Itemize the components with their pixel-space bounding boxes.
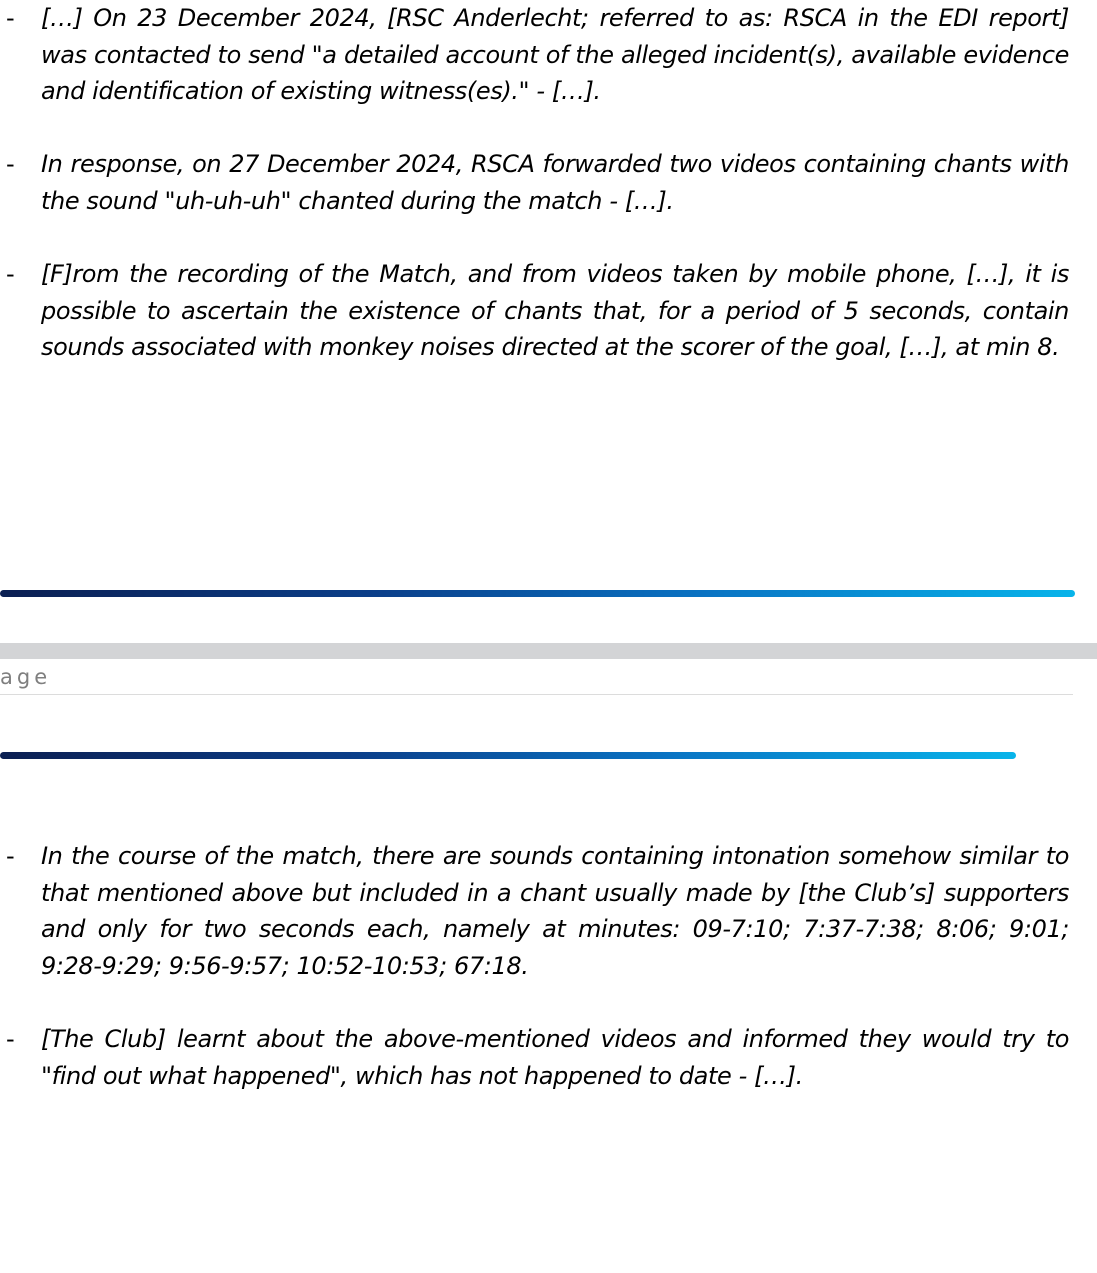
bullet-marker: - <box>6 260 15 288</box>
document-page-top <box>0 0 1097 590</box>
footer-divider <box>0 694 1073 695</box>
page-separator <box>0 643 1097 659</box>
bullet-marker: - <box>6 4 15 32</box>
bullet-text: In response, on 27 December 2024, RSCA forwarded two videos containing chants with the sound "uh-uh-uh" chanted during the match - […]. <box>41 150 1069 215</box>
bullet-text: In the course of the match, there are sounds containing intonation somehow similar to that mentioned above but included in a chant usually made by [the Club’s] supporters and only for two seconds each, namely at minutes: 09-7:10; 7:37-7:38; 8:06; 9:01; 9:28-9:29; 9:56-9:57; 10:52-10:53; 67:18. <box>41 842 1069 980</box>
bullet-text: [The Club] learnt about the above-mentioned videos and informed they would try to "find out what happened", which has not happened to date - […]. <box>41 1025 1069 1090</box>
document-page-bottom <box>0 838 1097 1273</box>
page-footer-label: age <box>0 665 52 689</box>
bullet-text: […] On 23 December 2024, [RSC Anderlecht; referred to as: RSCA in the EDI report] was contacted to send "a detailed account of the alleged incident(s), available evidence and identification of existing witness(es)." - […]. <box>41 4 1069 105</box>
bullet-marker: - <box>6 150 15 178</box>
header-accent-rule <box>0 590 1075 597</box>
bullet-marker: - <box>6 842 15 870</box>
bullet-text: [F]rom the recording of the Match, and from videos taken by mobile phone, […], it is possible to ascertain the existence of chants that, for a period of 5 seconds, contain sounds associated with monkey noises directed at the scorer of the goal, […], at min 8. <box>41 260 1069 361</box>
header-accent-rule <box>0 752 1016 759</box>
bullet-marker: - <box>6 1025 15 1053</box>
